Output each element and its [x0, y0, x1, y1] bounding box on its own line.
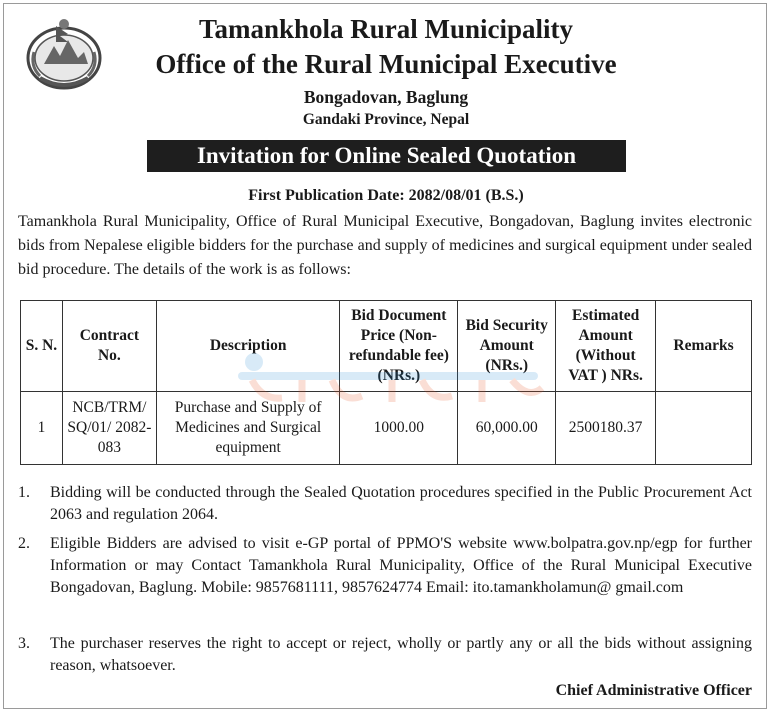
- signatory-title: Chief Administrative Officer: [555, 682, 752, 699]
- cell-description: Purchase and Supply of Medicines and Surgical equipment: [156, 392, 340, 465]
- col-header-bid-security: Bid Security Amount (NRs.): [458, 301, 556, 392]
- cell-sn: 1: [21, 392, 63, 465]
- notice-title-banner: Invitation for Online Sealed Quotation: [147, 140, 626, 172]
- publication-date: First Publication Date: 2082/08/01 (B.S.): [248, 187, 524, 204]
- note-item-3: [18, 633, 752, 677]
- municipality-name: Tamankhola Rural Municipality: [198, 14, 574, 44]
- col-header-bid-doc-price: Bid Document Price (Non-refundable fee) (NRs.): [340, 301, 458, 392]
- cell-bid-doc-price: 1000.00: [340, 392, 458, 465]
- province-line: Gandaki Province, Nepal: [302, 111, 470, 128]
- intro-paragraph: Tamankhola Rural Municipality, Office of Rural Municipal Executive, Bongadovan, Baglung invites electronic bids from Nepalese eligible bidders for the purchase and supply of medicines and surgical equipment under sealed bid procedure. The details of the work is as follows:: [18, 213, 752, 278]
- col-header-description: Description: [156, 301, 340, 392]
- note-text: Eligible Bidders are advised to visit e-GP portal of PPMO'S website www.bolpatra.gov.np/egp for further Information or may Contact Tamankhola Rural Municipality, Office of the Rural Municipal Executive Bongadovan, Baglung. Mobile: 9857681111, 9857624774 Email: ito.tamankholamun@ gmail.com: [50, 535, 752, 596]
- bid-details-table: [20, 300, 752, 465]
- office-name: Office of the Rural Municipal Executive: [155, 49, 617, 79]
- cell-contract: NCB/TRM/ SQ/01/ 2082-083: [62, 392, 156, 465]
- note-number: 3.: [18, 635, 30, 652]
- table-header-row: [21, 301, 752, 392]
- cell-estimated-amount: 2500180.37: [556, 392, 656, 465]
- col-header-estimated-amount: Estimated Amount (Without VAT ) NRs.: [556, 301, 656, 392]
- cell-bid-security: 60,000.00: [458, 392, 556, 465]
- note-text: The purchaser reserves the right to accept or reject, wholly or partly any or all the bids without assigning reason, whatsoever.: [50, 635, 752, 674]
- table-row: [21, 392, 752, 465]
- col-header-contract: Contract No.: [62, 301, 156, 392]
- office-address: Bongadovan, Baglung: [303, 87, 469, 107]
- col-header-sn: S. N.: [21, 301, 63, 392]
- note-number: 2.: [18, 535, 30, 552]
- note-item-1: [18, 482, 752, 526]
- note-number: 1.: [18, 484, 30, 501]
- col-header-remarks: Remarks: [656, 301, 752, 392]
- note-text: Bidding will be conducted through the Sealed Quotation procedures specified in the Public Procurement Act 2063 and regulation 2064.: [50, 484, 752, 523]
- cell-remarks: [656, 392, 752, 465]
- note-item-2: [18, 533, 752, 599]
